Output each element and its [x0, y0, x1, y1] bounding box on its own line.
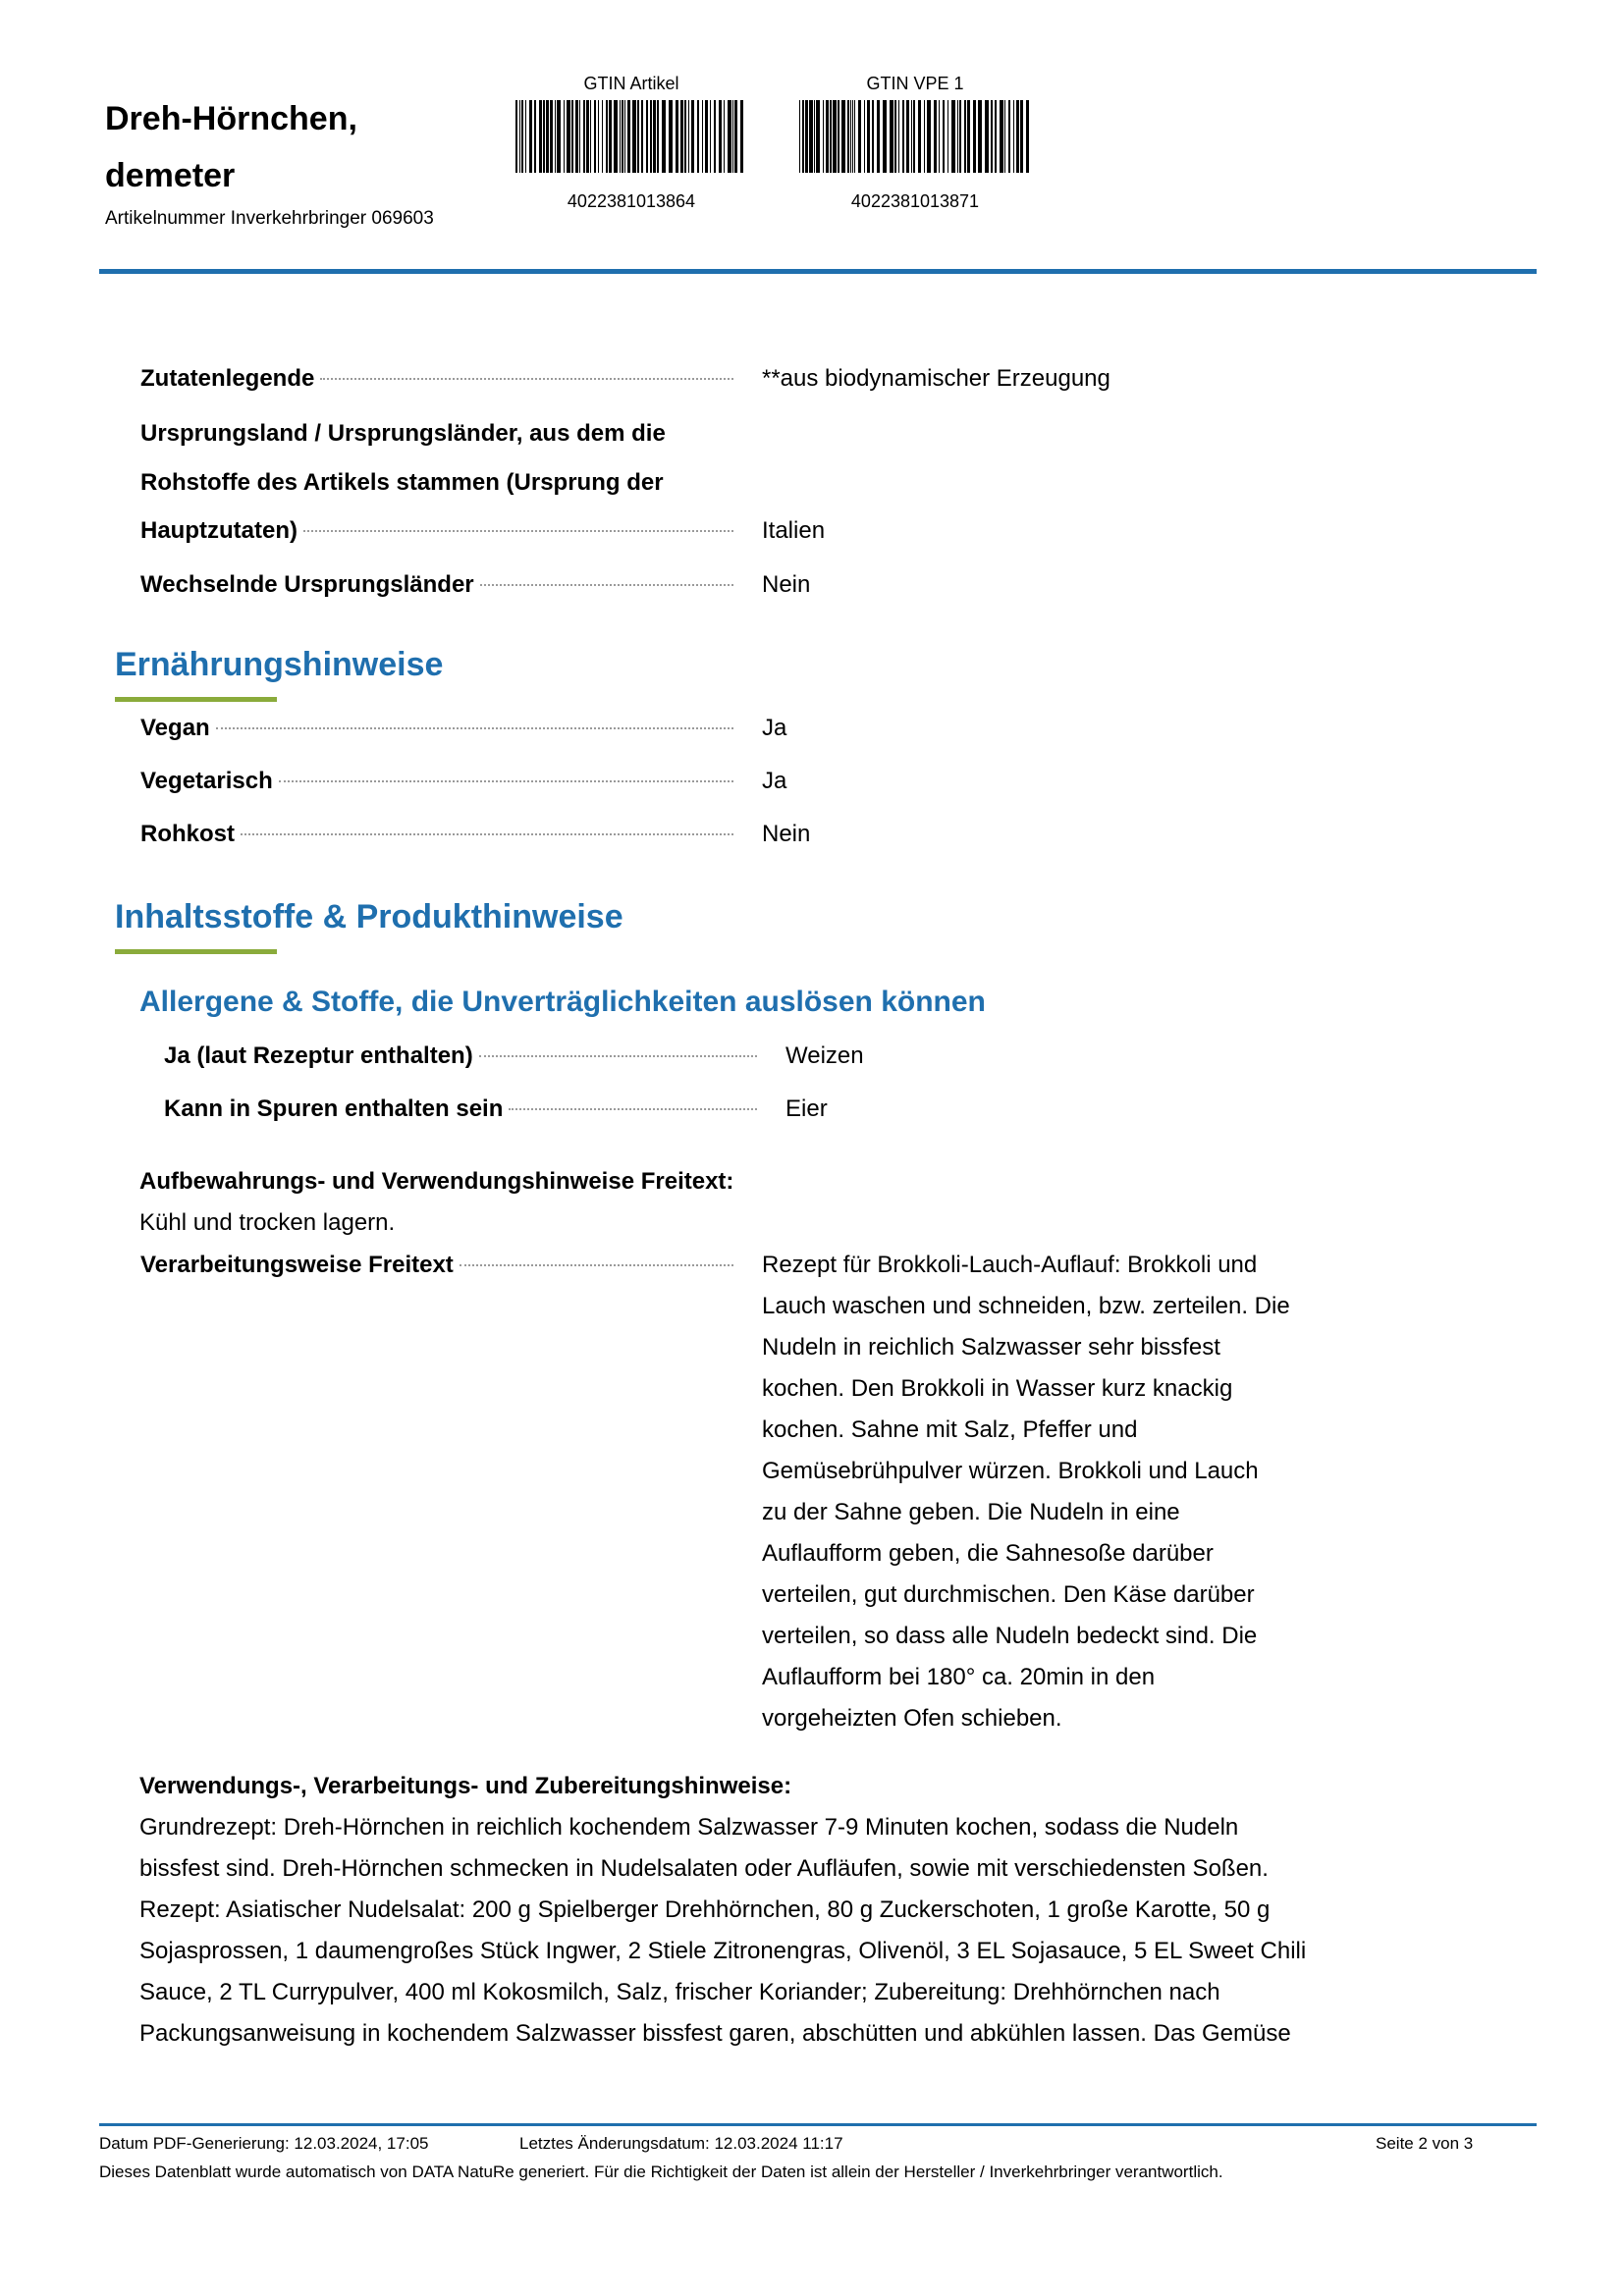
allergens-heading: Allergene & Stoffe, die Unverträglichkeiten auslösen können — [139, 986, 986, 1018]
processing-line: kochen. Sahne mit Salz, Pfeffer und — [762, 1416, 1138, 1443]
barcode-bar — [924, 100, 925, 173]
barcode-bar — [714, 100, 716, 173]
barcode-bar — [898, 100, 899, 173]
barcode-bar — [529, 100, 532, 173]
barcode-bar — [609, 100, 612, 173]
processing-line: Lauch waschen und schneiden, bzw. zerteilen. Die — [762, 1293, 1290, 1319]
barcode-bar — [959, 100, 961, 173]
barcode-bar — [973, 100, 976, 173]
product-title-line1: Dreh-Hörnchen, — [105, 100, 357, 137]
usage-line: Rezept: Asiatischer Nudelsalat: 200 g Spielberger Drehhörnchen, 80 g Zuckerschoten, 1 große Karotte, 50 g — [139, 1896, 1271, 1923]
row-value: Ja — [762, 768, 787, 794]
usage-line: Grundrezept: Dreh-Hörnchen in reichlich kochendem Salzwasser 7-9 Minuten kochen, sodass die Nudeln — [139, 1814, 1239, 1841]
row-allergen-contained — [164, 1042, 1476, 1082]
article-number: Artikelnummer Inverkehrbringer 069603 — [105, 208, 434, 229]
barcode-bar — [805, 100, 808, 173]
barcode-bar — [719, 100, 722, 173]
dot-leader — [303, 530, 733, 532]
product-title-line2: demeter — [105, 157, 236, 194]
barcode-bar — [906, 100, 909, 173]
barcode-bar — [826, 100, 829, 173]
row-vegan — [140, 715, 1476, 754]
barcode-bar — [809, 100, 813, 173]
barcode-bar — [943, 100, 945, 173]
dot-leader — [241, 833, 733, 835]
barcode-bar — [1008, 100, 1010, 173]
barcode-bar — [894, 100, 896, 173]
row-value: Nein — [762, 821, 811, 847]
barcode-bar — [697, 100, 699, 173]
barcode-bar — [680, 100, 683, 173]
barcode-bar — [858, 100, 861, 173]
processing-text — [762, 1245, 1290, 1739]
barcode-bar — [662, 100, 666, 173]
row-rohkost — [140, 821, 1476, 860]
barcode-bar — [995, 100, 997, 173]
barcode-bar — [947, 100, 948, 173]
row-label: Ja (laut Rezeptur enthalten) — [164, 1042, 473, 1069]
dot-leader — [479, 1055, 757, 1057]
footer-disclaimer: Dieses Datenblatt wurde automatisch von DATA NatuRe generiert. Für die Richtigkeit der Daten ist allein der Hersteller / Inverkehrbringer verantwortlich. — [99, 2163, 1223, 2181]
barcode-bar — [622, 100, 623, 173]
barcode-bar — [911, 100, 912, 173]
usage-line: Sauce, 2 TL Currypulver, 400 ml Kokosmilch, Salz, frischer Koriander; Zubereitung: Drehhörnchen nach — [139, 1979, 1220, 2005]
storage-text: Kühl und trocken lagern. — [139, 1209, 396, 1236]
barcode-bar — [702, 100, 703, 173]
barcode-label: GTIN VPE 1 — [866, 74, 964, 93]
barcode-bar — [606, 100, 608, 173]
barcode-bar — [740, 100, 743, 173]
barcode-bar — [833, 100, 837, 173]
processing-line: kochen. Den Brokkoli in Wasser kurz knackig — [762, 1375, 1233, 1402]
processing-line: Nudeln in reichlich Salzwasser sehr bissfest — [762, 1334, 1220, 1361]
barcode-bar — [550, 100, 553, 173]
section-underline — [115, 949, 277, 954]
barcode-bar — [669, 100, 673, 173]
barcode-image — [799, 100, 1031, 173]
barcode-bar — [525, 100, 526, 173]
processing-line: vorgeheizten Ofen schieben. — [762, 1705, 1062, 1732]
barcode-bar — [850, 100, 851, 173]
barcode-bar — [802, 100, 804, 173]
barcode-bar — [838, 100, 839, 173]
footer-generated-date: Datum PDF-Generierung: 12.03.2024, 17:05 — [99, 2134, 429, 2153]
barcode-bar — [594, 100, 596, 173]
row-label: Wechselnde Ursprungsländer — [140, 571, 474, 598]
barcode-bar — [688, 100, 689, 173]
barcode-bar — [534, 100, 536, 173]
barcode-bar — [951, 100, 955, 173]
barcode-bar — [546, 100, 549, 173]
usage-line: bissfest sind. Dreh-Hörnchen schmecken in Nudelsalaten oder Aufläufen, sowie mit verschiedensten Soßen. — [139, 1855, 1269, 1882]
barcode-bar — [602, 100, 603, 173]
row-vegetarisch — [140, 768, 1476, 807]
barcode-number: 4022381013864 — [567, 191, 696, 211]
barcode-bar — [991, 100, 993, 173]
processing-line: Gemüsebrühpulver würzen. Brokkoli und Lauch — [762, 1458, 1259, 1484]
usage-label: Verwendungs-, Verarbeitungs- und Zubereitungshinweise: — [139, 1773, 792, 1799]
usage-text — [139, 1807, 1306, 2055]
barcode-bar — [590, 100, 591, 173]
barcode-bar — [734, 100, 737, 173]
row-value: **aus biodynamischer Erzeugung — [762, 365, 1110, 392]
barcode-bar — [579, 100, 580, 173]
dot-leader — [216, 727, 733, 729]
origin-label-line1: Ursprungsland / Ursprungsländer, aus dem die — [140, 420, 666, 447]
barcode-bar — [627, 100, 630, 173]
barcode-bar — [543, 100, 545, 173]
processing-line: Auflaufform bei 180° ca. 20min in den — [762, 1664, 1156, 1690]
barcode-bar — [732, 100, 733, 173]
barcode-bar — [814, 100, 815, 173]
row-value: Weizen — [785, 1042, 864, 1069]
barcode-bar — [641, 100, 643, 173]
row-value: Italien — [762, 517, 826, 544]
barcode-bar — [614, 100, 618, 173]
processing-line: Rezept für Brokkoli-Lauch-Auflauf: Brokkoli und — [762, 1252, 1258, 1278]
barcode-bar — [637, 100, 639, 173]
barcode-bar — [555, 100, 556, 173]
row-label: Vegan — [140, 715, 210, 741]
section-heading-ingredients: Inhaltsstoffe & Produkthinweise — [115, 898, 623, 935]
section-heading-nutrition: Ernährungshinweise — [115, 646, 444, 683]
barcode-bar — [657, 100, 659, 173]
barcode-bar — [816, 100, 820, 173]
barcode-bar — [985, 100, 989, 173]
barcode-bar — [567, 100, 570, 173]
barcode-gtin-article — [514, 73, 749, 212]
section-underline — [115, 697, 277, 702]
dot-leader — [320, 378, 733, 380]
usage-line: Sojasprossen, 1 daumengroßes Stück Ingwer, 2 Stiele Zitronengras, Olivenöl, 3 EL Sojasauce, 5 EL Sweet Chili — [139, 1938, 1307, 1964]
barcode-bar — [620, 100, 621, 173]
dot-leader — [279, 780, 733, 782]
row-value: Nein — [762, 571, 811, 598]
barcode-bar — [957, 100, 958, 173]
barcode-bar — [918, 100, 921, 173]
row-label: Vegetarisch — [140, 768, 273, 794]
barcode-bar — [864, 100, 865, 173]
barcode-bar — [1004, 100, 1005, 173]
barcode-bar — [978, 100, 982, 173]
barcode-bar — [967, 100, 970, 173]
dot-leader — [460, 1264, 733, 1266]
row-label: Kann in Spuren enthalten sein — [164, 1095, 504, 1122]
barcode-bar — [964, 100, 966, 173]
barcode-bar — [710, 100, 711, 173]
row-value: Eier — [785, 1095, 828, 1122]
dot-leader — [480, 584, 733, 586]
barcode-bar — [571, 100, 573, 173]
footer-divider — [99, 2123, 1537, 2126]
barcode-bar — [728, 100, 731, 173]
barcode-bar — [939, 100, 940, 173]
origin-label-line2: Rohstoffe des Artikels stammen (Ursprung der — [140, 469, 664, 496]
barcode-bar — [557, 100, 561, 173]
row-wechselnde-ursprungslaender — [140, 571, 1476, 611]
storage-label: Aufbewahrungs- und Verwendungshinweise Freitext: — [139, 1168, 734, 1195]
row-label: Rohkost — [140, 821, 235, 847]
barcode-bar — [854, 100, 855, 173]
barcode-bar — [684, 100, 686, 173]
row-label: Zutatenlegende — [140, 365, 315, 392]
barcode-bar — [650, 100, 652, 173]
barcode-bar — [586, 100, 589, 173]
barcode-bar — [705, 100, 708, 173]
barcode-bar — [691, 100, 694, 173]
barcode-bar — [724, 100, 725, 173]
barcode-bar — [1013, 100, 1014, 173]
barcode-bar — [823, 100, 824, 173]
barcode-bar — [564, 100, 565, 173]
row-ursprungsland — [140, 517, 1476, 557]
barcode-bar — [841, 100, 845, 173]
header-divider — [99, 269, 1537, 274]
barcode-bar — [883, 100, 887, 173]
processing-line: verteilen, gut durchmischen. Den Käse darüber — [762, 1581, 1255, 1608]
barcode-gtin-vpe — [797, 73, 1033, 212]
dot-leader — [509, 1108, 757, 1110]
barcode-bar — [799, 100, 800, 173]
barcode-number: 4022381013871 — [850, 191, 980, 211]
barcode-image — [515, 100, 747, 173]
barcode-bar — [1020, 100, 1023, 173]
barcode-bar — [847, 100, 849, 173]
row-label: Hauptzutaten) — [140, 517, 298, 544]
barcode-bar — [1000, 100, 1003, 173]
barcode-bar — [877, 100, 880, 173]
barcode-bar — [872, 100, 874, 173]
barcode-bar — [830, 100, 832, 173]
barcode-bar — [890, 100, 893, 173]
barcode-bar — [927, 100, 931, 173]
barcode-bar — [902, 100, 904, 173]
barcode-bar — [653, 100, 656, 173]
barcode-bar — [515, 100, 517, 173]
processing-line: verteilen, so dass alle Nudeln bedeckt sind. Die — [762, 1623, 1258, 1649]
barcode-bar — [852, 100, 853, 173]
barcode-bar — [519, 100, 520, 173]
barcode-bar — [598, 100, 599, 173]
barcode-bar — [867, 100, 870, 173]
row-allergen-traces — [164, 1095, 1476, 1135]
barcode-bar — [646, 100, 648, 173]
barcode-bar — [624, 100, 625, 173]
processing-line: Auflaufform geben, die Sahnesoße darüber — [762, 1540, 1214, 1567]
row-label: Verarbeitungsweise Freitext — [140, 1252, 454, 1278]
usage-line: Packungsanweisung in kochendem Salzwasser bissfest garen, abschütten und abkühlen lassen. Das Gemüse — [139, 2020, 1291, 2047]
row-zutatenlegende — [140, 365, 1476, 404]
footer-changed-date: Letztes Änderungsdatum: 12.03.2024 11:17 — [519, 2134, 843, 2153]
barcode-bar — [1016, 100, 1019, 173]
row-value: Ja — [762, 715, 787, 741]
barcode-bar — [539, 100, 542, 173]
barcode-bar — [913, 100, 915, 173]
barcode-bar — [934, 100, 937, 173]
processing-line: zu der Sahne geben. Die Nudeln in eine — [762, 1499, 1180, 1525]
barcode-bar — [521, 100, 523, 173]
barcode-bar — [575, 100, 578, 173]
footer-page-number: Seite 2 von 3 — [1376, 2134, 1474, 2153]
barcode-bar — [632, 100, 636, 173]
barcode-label: GTIN Artikel — [583, 74, 679, 93]
barcode-bar — [676, 100, 678, 173]
barcode-bar — [583, 100, 585, 173]
barcode-bar — [1026, 100, 1029, 173]
